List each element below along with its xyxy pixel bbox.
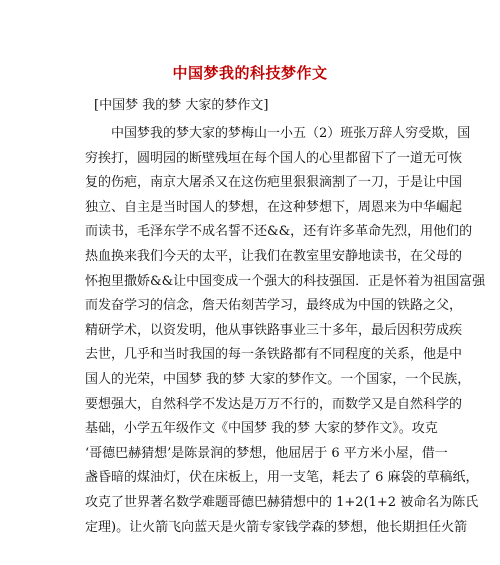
body-line: 热血换来我们今天的太平，让我们在教室里安静地读书，在父母的 bbox=[85, 248, 463, 264]
body-line: 中国梦我的梦大家的梦梅山一小五（2）班张万辞人穷受欺，国 bbox=[111, 126, 471, 141]
document-body bbox=[85, 122, 486, 540]
body-line: 定理)。让火箭飞向蓝天是火箭专家钱学森的梦想，他长期担任火箭 bbox=[85, 519, 468, 535]
body-line: 复的伤疤，南京大屠杀又在这伤疤里狠狠滴割了一刀，于是让中国 bbox=[85, 175, 463, 191]
document-subtitle: [中国梦 我的梦 大家的梦作文] bbox=[94, 98, 269, 113]
body-line: 基础，小学五年级作文《中国梦 我的梦 大家的梦作文》。攻克 bbox=[85, 421, 438, 437]
body-line: 精研学术，以资发明，他从事铁路事业三十多年，最后因积劳成疾 bbox=[85, 322, 463, 338]
body-line: 独立、自主是当时国人的梦想，在这种梦想下，周恩来为中华崛起 bbox=[85, 199, 463, 215]
body-line: 要想强大，自然科学不发达是万万不行的，而数学又是自然科学的 bbox=[85, 396, 463, 412]
body-line: 而发奋学习的信念，詹天佑刻苦学习，最终成为中国的铁路之父， bbox=[85, 298, 463, 314]
body-line: 而读书，毛泽东学不成名誓不还&&，还有许多革命先烈，用他们的 bbox=[85, 224, 473, 240]
body-line: 攻克了世界著名数学难题哥德巴赫猜想中的 1+2(1+2 被命名为陈氏 bbox=[85, 494, 479, 510]
body-line: 穷挨打，圆明园的断壁残垣在每个国人的心里都留下了一道无可恢 bbox=[85, 150, 463, 166]
body-line: ‘哥德巴赫猜想’是陈景润的梦想，他屈居于 6 平方米小屋，借一 bbox=[85, 445, 448, 461]
document-title: 中国梦我的科技梦作文 bbox=[172, 64, 328, 82]
body-line: 盏昏暗的煤油灯，伏在床板上，用一支笔，耗去了 6 麻袋的草稿纸， bbox=[85, 470, 479, 486]
body-line: 去世，几乎和当时我国的每一条铁路都有不同程度的关系，他是中 bbox=[85, 347, 463, 363]
body-line: 国人的光荣，中国梦 我的梦 大家的梦作文。一个国家，一个民族， bbox=[85, 371, 471, 387]
body-line: 怀抱里撒娇&&让中国变成一个强大的科技强国．正是怀着为祖国富强 bbox=[85, 273, 486, 289]
